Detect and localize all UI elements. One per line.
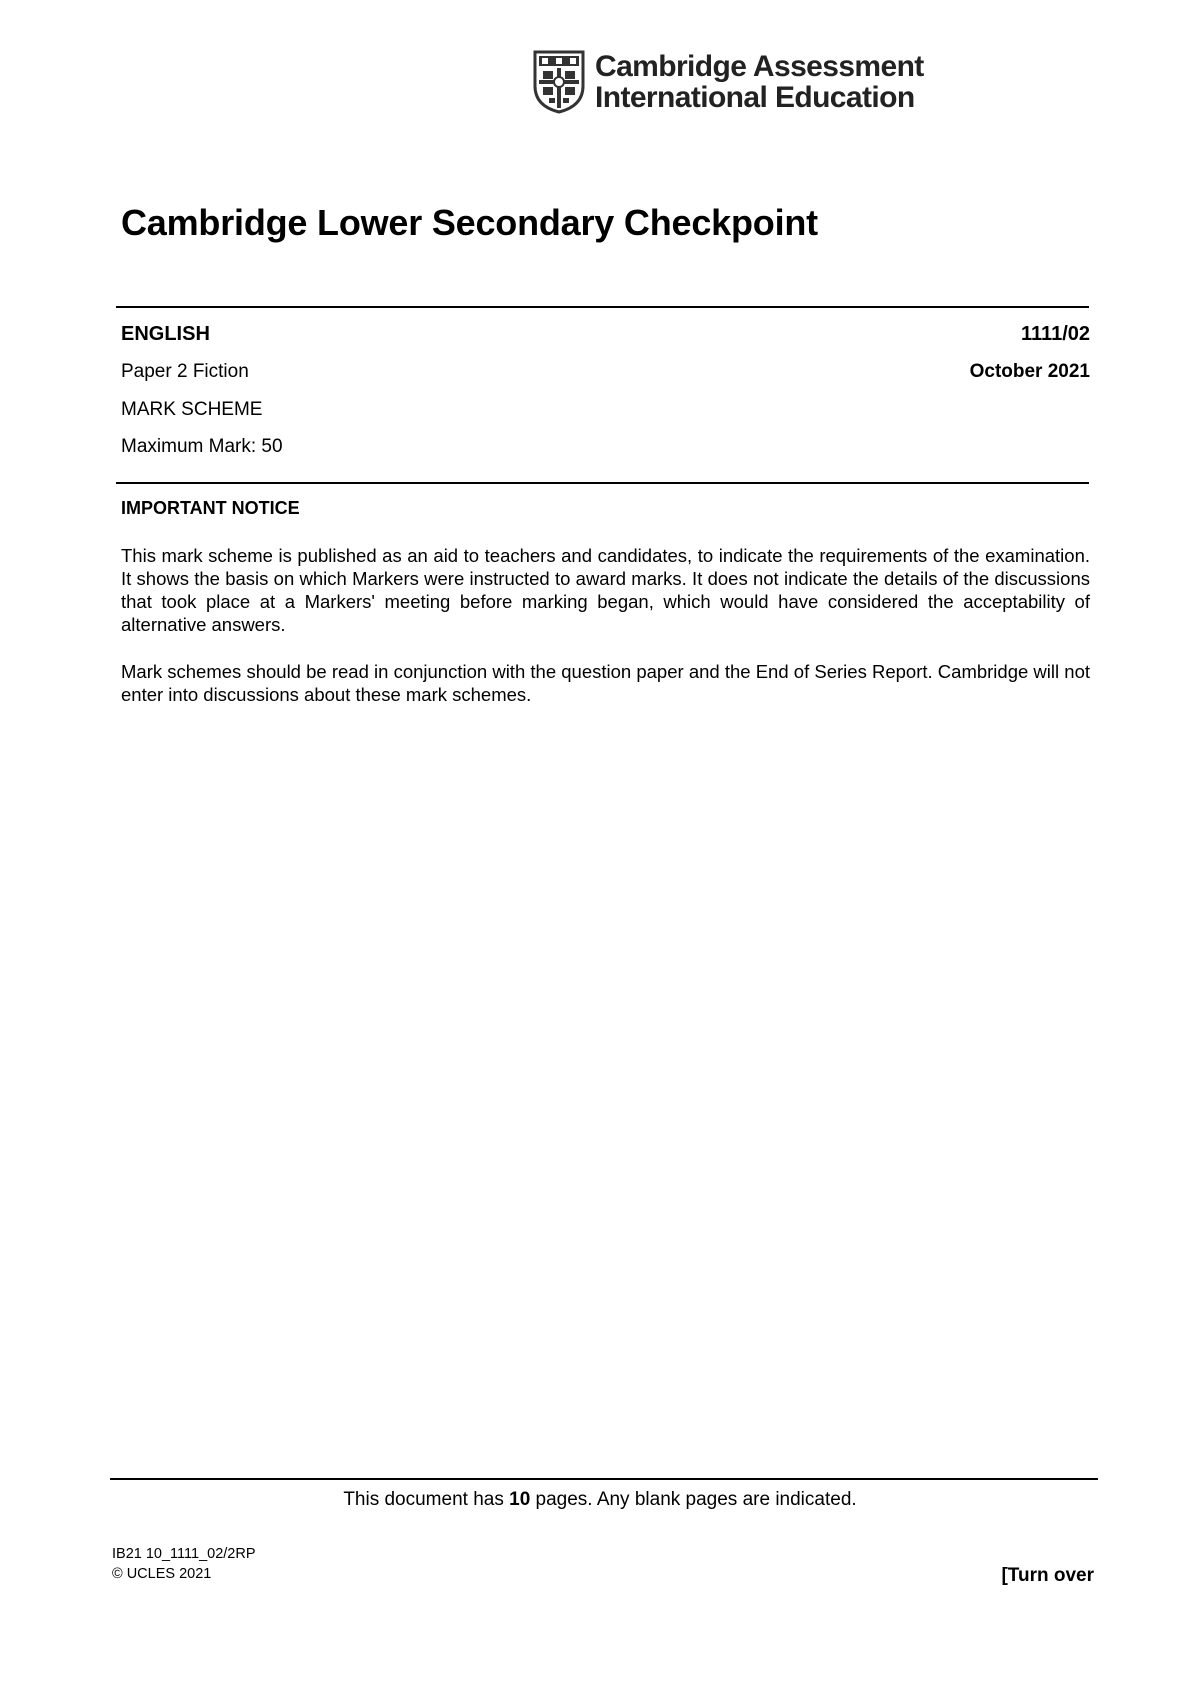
footer-divider [110,1478,1098,1480]
paper-code: 1111/02 [1021,323,1090,345]
page-count-prefix: This document has [343,1489,510,1510]
reference-code: IB21 10_1111_02/2RP [112,1546,256,1562]
page-title: Cambridge Lower Secondary Checkpoint [121,202,818,243]
notice-paragraph-1: This mark scheme is published as an aid to teachers and candidates, to indicate the requirements of the examination. It shows the basis on which Markers were instructed to award marks. It does not indicate the details of the discussions that took place at a Markers' meeting before marking began, which would have considered the acceptability of alternative answers. [121,545,1090,635]
exam-date: October 2021 [969,361,1090,382]
notice-paragraph-2: Mark schemes should be read in conjunction with the question paper and the End of Series Report. Cambridge will not enter into discussions about these mark schemes. [121,661,1090,705]
subject-label: ENGLISH [121,323,210,345]
turn-over-label: [Turn over [1001,1565,1094,1586]
logo-line-2: International Education [595,81,915,114]
document-type: MARK SCHEME [121,399,263,420]
notice-heading: IMPORTANT NOTICE [121,498,300,518]
top-divider [116,306,1089,308]
page-count-suffix: pages. Any blank pages are indicated. [530,1489,857,1510]
copyright-notice: © UCLES 2021 [112,1566,212,1582]
logo-line-1: Cambridge Assessment [595,50,924,83]
paper-title: Paper 2 Fiction [121,361,249,382]
logo-wordmark [595,51,924,113]
page-count-note [0,1489,1200,1511]
middle-divider [116,482,1089,484]
maximum-mark: Maximum Mark: 50 [121,436,283,457]
cambridge-logo [533,50,924,114]
page-count-number: 10 [509,1489,531,1510]
cambridge-crest-icon [533,50,585,114]
